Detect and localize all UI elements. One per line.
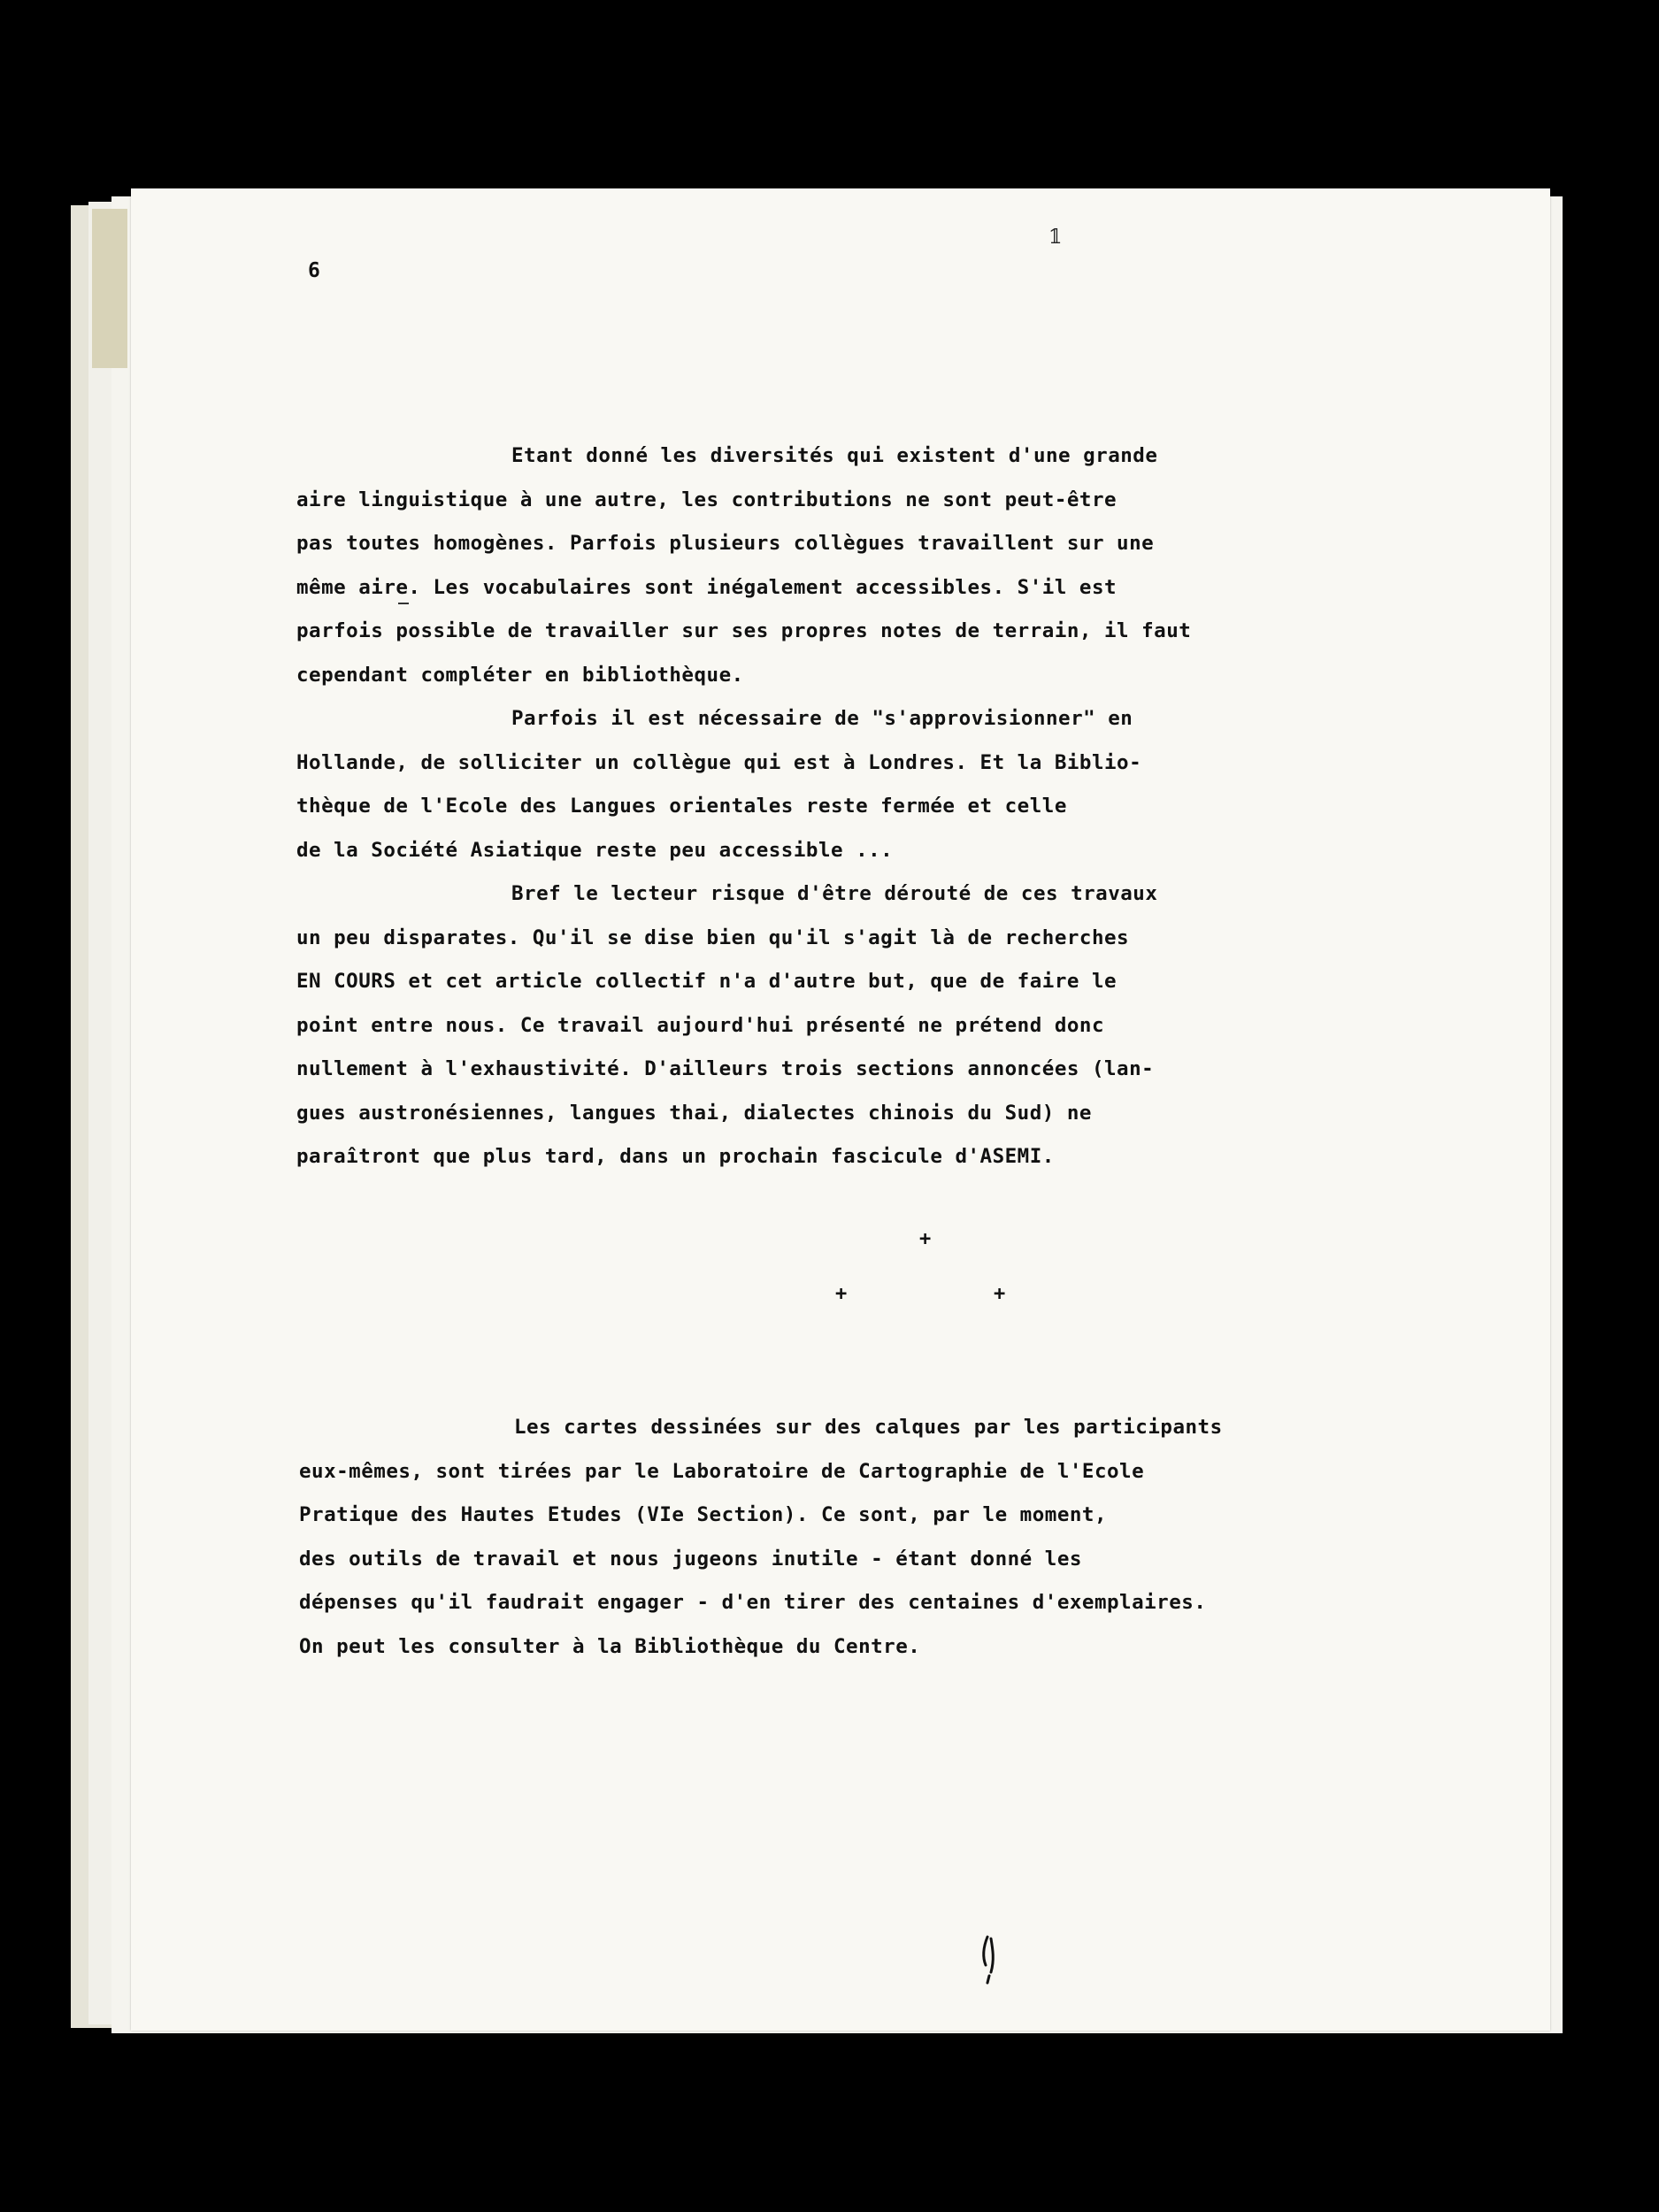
- text-line: pas toutes homogènes. Parfois plusieurs collègues travaillent sur une: [296, 532, 1155, 555]
- document-page: [131, 188, 1550, 2031]
- text-line: On peut les consulter à la Bibliothèque du Centre.: [299, 1634, 921, 1658]
- text-line: parfois possible de travailler sur ses propres notes de terrain, il faut: [296, 619, 1192, 642]
- text-line: dépenses qu'il faudrait engager - d'en tirer des centaines d'exemplaires.: [299, 1591, 1207, 1614]
- text-line: EN COURS et cet article collectif n'a d'autre but, que de faire le: [296, 970, 1118, 993]
- text-line: paraîtront que plus tard, dans un prochain fascicule d'ASEMI.: [296, 1145, 1055, 1168]
- text-line: Bref le lecteur risque d'être dérouté de ces travaux: [511, 882, 1158, 905]
- cartes-paragraph: [299, 1416, 1449, 1678]
- text-line: Les cartes dessinées sur des calques par les participants: [514, 1416, 1223, 1439]
- main-paragraphs: [296, 444, 1447, 1189]
- text-line: aire linguistique à une autre, les contributions ne sont peut-être: [296, 488, 1118, 511]
- ink-scribble-icon: [972, 1933, 1007, 1986]
- text-line: nullement à l'exhaustivité. D'ailleurs trois sections annoncées (lan-: [296, 1057, 1155, 1080]
- text-line: un peu disparates. Qu'il se dise bien qu'il s'agit là de recherches: [296, 926, 1130, 949]
- separator-mark: +: [919, 1228, 932, 1250]
- text-line: Parfois il est nécessaire de "s'approvisionner" en: [511, 707, 1133, 730]
- text-line: point entre nous. Ce travail aujourd'hui présenté ne prétend donc: [296, 1013, 1104, 1037]
- text-line: gues austronésiennes, langues thai, dialectes chinois du Sud) ne: [296, 1101, 1092, 1125]
- separator-mark: +: [994, 1283, 1006, 1305]
- text-line: thèque de l'Ecole des Langues orientales reste fermée et celle: [296, 795, 1067, 818]
- text-line: de la Société Asiatique reste peu accessible ...: [296, 838, 894, 862]
- text-line: Pratique des Hautes Etudes (VIe Section). Ce sont, par le moment,: [299, 1503, 1107, 1526]
- ink-mark-icon: 𝟙: [1048, 227, 1063, 249]
- text-line: cependant compléter en bibliothèque.: [296, 663, 744, 687]
- separator-mark: +: [835, 1283, 848, 1305]
- text-line: Etant donné les diversités qui existent d'une grande: [511, 444, 1158, 467]
- text-line: eux-mêmes, sont tirées par le Laboratoire de Cartographie de l'Ecole: [299, 1459, 1145, 1483]
- text-line: Hollande, de solliciter un collègue qui est à Londres. Et la Biblio-: [296, 750, 1142, 774]
- page-number: 6: [308, 259, 320, 282]
- text-line: des outils de travail et nous jugeons inutile - étant donné les: [299, 1547, 1082, 1571]
- text-line: même aire. Les vocabulaires sont inégalement accessibles. S'il est: [296, 575, 1118, 599]
- binding-tab: [92, 209, 127, 368]
